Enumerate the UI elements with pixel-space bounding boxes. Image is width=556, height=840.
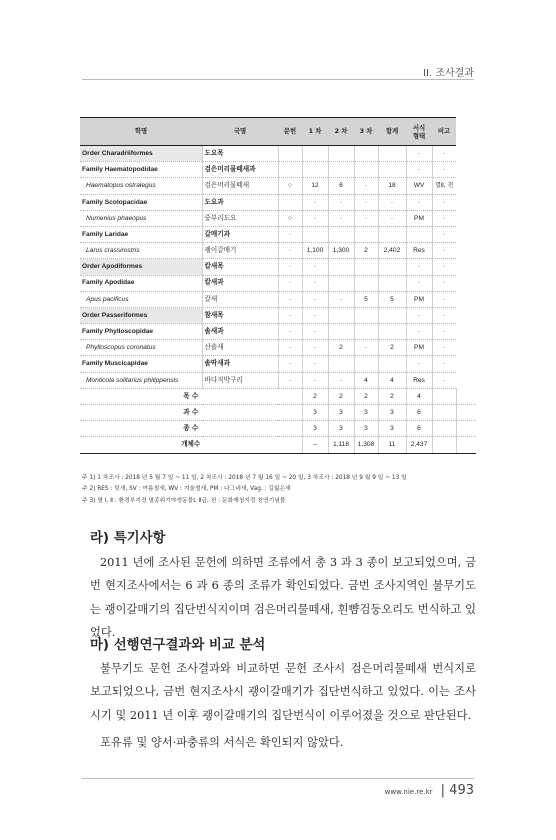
table-row: [80, 307, 476, 323]
summary-cell: 6: [406, 405, 432, 421]
table-cell: [378, 226, 406, 242]
table-row: [80, 372, 476, 388]
table-cell: ·: [432, 372, 456, 388]
footer-url: www.nie.re.kr: [384, 788, 433, 796]
summary-cell: 3: [354, 421, 378, 437]
table-cell: 멸Ⅱ, 천: [432, 178, 456, 194]
table-notes: [82, 473, 482, 507]
table-cell: ·: [328, 210, 354, 226]
table-cell: 2,402: [378, 243, 406, 259]
table-row: [80, 259, 476, 275]
col-header: 국명: [202, 118, 278, 146]
col-header: 비고: [432, 118, 456, 146]
table-cell: [302, 226, 328, 242]
table-cell: 1,300: [328, 243, 354, 259]
table-cell: [378, 162, 406, 178]
table-cell: ·: [302, 340, 328, 356]
table-cell: 2: [354, 243, 378, 259]
table-cell: ·: [302, 372, 328, 388]
table-cell: [378, 356, 406, 372]
korean-name: 솔딱새과: [202, 356, 278, 372]
table-row: [80, 275, 476, 291]
table-cell: ·: [354, 340, 378, 356]
table-cell: [328, 259, 354, 275]
table-cell: 6: [328, 178, 354, 194]
paragraph: 포유류 및 양서·파충류의 서식은 확인되지 않았다.: [100, 736, 344, 749]
paragraph: 2011 년에 조사된 문헌에 의하면 조류에서 총 3 과 3 종이 보고되었으며, 금번 현지조사에서는 6 과 6 종의 조류가 확인되었다. 금번 조사지역인 불무기도는 괭이갈매기의 집단번식지이며 검은머리물떼새, 흰뺨검둥오리도 번식하고 있었다.: [90, 556, 476, 639]
table-cell: [378, 307, 406, 323]
footer: [385, 783, 474, 798]
table-cell: ·: [278, 372, 302, 388]
table-cell: 2: [328, 340, 354, 356]
korean-name: 갈매기과: [202, 226, 278, 242]
table-cell: ·: [278, 340, 302, 356]
table-cell: PM: [406, 340, 432, 356]
table-cell: ·: [354, 194, 378, 210]
scientific-name: Numenius phaeopus: [80, 210, 202, 226]
summary-row: [80, 421, 476, 437]
table-cell: ·: [378, 210, 406, 226]
table-body: [80, 146, 476, 454]
table-cell: ·: [328, 194, 354, 210]
summary-label: 종 수: [80, 421, 302, 437]
korean-name: 괭이갈매기: [202, 243, 278, 259]
table-row: [80, 178, 476, 194]
table-cell: ·: [302, 275, 328, 291]
table-cell: [378, 146, 406, 162]
korean-name: 칼새: [202, 291, 278, 307]
scientific-name: Order Apodiformes: [80, 259, 202, 275]
table-cell: PM: [406, 210, 432, 226]
table-cell: [354, 356, 378, 372]
table-cell: [302, 162, 328, 178]
summary-cell: 3: [378, 405, 406, 421]
table-cell: 5: [378, 291, 406, 307]
table-cell: ·: [278, 259, 302, 275]
summary-cell: 3: [302, 405, 328, 421]
summary-cell: 1,118: [328, 437, 354, 453]
summary-cell: 4: [406, 388, 432, 404]
table-cell: 12: [302, 178, 328, 194]
korean-name: 칼새과: [202, 275, 278, 291]
table-row: [80, 162, 476, 178]
col-header: 합계: [378, 118, 406, 146]
table-cell: [278, 146, 302, 162]
scientific-name: Family Apodidae: [80, 275, 202, 291]
empty-cell: [456, 421, 476, 437]
table-cell: ·: [432, 259, 456, 275]
table-cell: ·: [406, 259, 432, 275]
table-cell: ·: [278, 291, 302, 307]
scientific-name: Family Phylloscopidae: [80, 324, 202, 340]
table-cell: ·: [278, 243, 302, 259]
summary-cell: 11: [378, 437, 406, 453]
paragraph: 불무기도 문헌 조사결과와 비교하면 문헌 조사시 검은머리물떼새 번식지로 보고되었으나, 금번 현지조사시 괭이갈매기가 집단번식하고 있었다. 이는 조사시기 및 2011 년 이후 괭이갈매기의 집단번식이 이루어졌을 것으로 판단된다.: [90, 662, 476, 722]
empty-cell: [456, 388, 476, 404]
table-cell: 18: [378, 178, 406, 194]
scientific-name: Haematopus ostralegus: [80, 178, 202, 194]
table-cell: 4: [354, 372, 378, 388]
korean-name: 참새목: [202, 307, 278, 323]
table-cell: [378, 259, 406, 275]
table-cell: [354, 307, 378, 323]
korean-name: 칼새목: [202, 259, 278, 275]
table-cell: ○: [278, 178, 302, 194]
table-cell: 2: [378, 340, 406, 356]
scientific-name: Phylloscopus coronatus: [80, 340, 202, 356]
table-cell: ·: [406, 307, 432, 323]
table-cell: Res: [406, 372, 432, 388]
table-cell: [406, 226, 432, 242]
table-cell: ·: [354, 210, 378, 226]
table-cell: ·: [432, 356, 456, 372]
table-cell: [354, 162, 378, 178]
table-row: [80, 146, 476, 162]
table-cell: [328, 162, 354, 178]
korean-name: 솔새과: [202, 324, 278, 340]
summary-cell: 3: [378, 421, 406, 437]
table-cell: ·: [302, 307, 328, 323]
korean-name: 검은머리물떼새과: [202, 162, 278, 178]
summary-cell: –: [302, 437, 328, 453]
table-cell: ·: [432, 307, 456, 323]
summary-cell: 2: [378, 388, 406, 404]
table-cell: ·: [278, 356, 302, 372]
table-cell: ·: [354, 178, 378, 194]
table-cell: [354, 259, 378, 275]
summary-row: [80, 405, 476, 421]
summary-cell: 2: [302, 388, 328, 404]
table-cell: ·: [378, 194, 406, 210]
table-cell: 4: [378, 372, 406, 388]
table-cell: [328, 324, 354, 340]
table-cell: ·: [302, 291, 328, 307]
table-cell: ·: [302, 194, 328, 210]
scientific-name: Family Scolopacidae: [80, 194, 202, 210]
scientific-name: Apus pacificus: [80, 291, 202, 307]
korean-name: 검은머리물떼새: [202, 178, 278, 194]
table-cell: ·: [328, 372, 354, 388]
table-cell: ·: [406, 162, 432, 178]
scientific-name: Monticola solitarius philippensis: [80, 372, 202, 388]
table-cell: ·: [432, 324, 456, 340]
table-note: 주 2) RES : 텃새, SV : 여름철새, WV : 겨울철새, PM : 나그네새, Vag. : 길잃은새: [82, 486, 291, 493]
table-cell: ·: [406, 275, 432, 291]
summary-cell: 3: [302, 421, 328, 437]
table-cell: ·: [406, 324, 432, 340]
empty-cell: [432, 437, 456, 453]
table-cell: ·: [432, 243, 456, 259]
table-row: [80, 356, 476, 372]
table-cell: ·: [278, 324, 302, 340]
table-cell: [328, 275, 354, 291]
scientific-name: Family Haematopodidae: [80, 162, 202, 178]
summary-cell: 3: [354, 405, 378, 421]
table-cell: [328, 356, 354, 372]
table-cell: PM: [406, 291, 432, 307]
summary-cell: 2,437: [406, 437, 432, 453]
table-cell: [302, 146, 328, 162]
table-header: [80, 118, 476, 146]
empty-cell: [456, 437, 476, 453]
table-cell: [354, 324, 378, 340]
summary-cell: 1,308: [354, 437, 378, 453]
table-cell: [354, 275, 378, 291]
korean-name: 산솔새: [202, 340, 278, 356]
table-cell: Res: [406, 243, 432, 259]
footer-rule: [82, 778, 474, 779]
summary-cell: 3: [328, 421, 354, 437]
table-cell: [378, 275, 406, 291]
table-cell: ·: [432, 275, 456, 291]
table-row: [80, 324, 476, 340]
korean-name: 도요과: [202, 194, 278, 210]
table-cell: ·: [432, 291, 456, 307]
table-cell: ·: [278, 307, 302, 323]
table-cell: ·: [328, 291, 354, 307]
empty-cell: [456, 405, 476, 421]
empty-cell: [432, 405, 456, 421]
korean-name: 중부리도요: [202, 210, 278, 226]
table-row: [80, 210, 476, 226]
korean-name: 도요목: [202, 146, 278, 162]
table-note: 주 1) 1 차조사 : 2018 년 5 월 7 일 ~ 11 일, 2 차조사 : 2018 년 7 월 16 일 ~ 20 일, 3 차조사 : 2018 년 9 월 9 일 ~ 13 일: [82, 475, 407, 481]
col-header: 2 차: [328, 118, 354, 146]
table-cell: ·: [432, 162, 456, 178]
table-cell: ·: [432, 194, 456, 210]
summary-cell: 3: [328, 405, 354, 421]
empty-cell: [432, 421, 456, 437]
table-cell: ·: [302, 210, 328, 226]
table-cell: ·: [302, 324, 328, 340]
summary-row: [80, 437, 476, 453]
table-cell: ·: [302, 356, 328, 372]
table-cell: ·: [432, 146, 456, 162]
summary-label: 목 수: [80, 388, 302, 404]
section-heading: 마) 선행연구결과와 비교 분석: [90, 638, 266, 653]
scientific-name: Order Passeriformes: [80, 307, 202, 323]
scientific-name: Larus crassirostris: [80, 243, 202, 259]
col-header: 3 차: [354, 118, 378, 146]
table-row: [80, 194, 476, 210]
empty-cell: [432, 388, 456, 404]
table-cell: ·: [406, 194, 432, 210]
table-cell: ·: [278, 226, 302, 242]
summary-cell: 2: [354, 388, 378, 404]
section-heading: 라) 특기사항: [90, 531, 166, 546]
table-cell: [278, 162, 302, 178]
header-rule: [82, 79, 474, 80]
summary-cell: 6: [406, 421, 432, 437]
col-header: 1 차: [302, 118, 328, 146]
table-row: [80, 243, 476, 259]
col-header: 학명: [80, 118, 202, 146]
table-cell: [328, 307, 354, 323]
table-cell: 1,100: [302, 243, 328, 259]
table-cell: ·: [432, 210, 456, 226]
table-cell: [378, 324, 406, 340]
col-header: 문헌: [278, 118, 302, 146]
korean-name: 바다직박구리: [202, 372, 278, 388]
scientific-name: Order Charadriiformes: [80, 146, 202, 162]
table-note: 주 3) 멸 Ⅰ, Ⅱ : 환경부지정 멸종위기야생동물Ⅰ, Ⅱ급, 천 : 문화재청지정 천연기념물: [82, 497, 286, 504]
table-cell: [328, 146, 354, 162]
table-cell: [328, 226, 354, 242]
table-row: [80, 291, 476, 307]
col-header: 서식 형태: [406, 118, 432, 146]
table-cell: 5: [354, 291, 378, 307]
summary-cell: 2: [328, 388, 354, 404]
page-number: | 493: [440, 783, 474, 798]
table-cell: WV: [406, 178, 432, 194]
summary-row: [80, 388, 476, 404]
table-cell: [354, 226, 378, 242]
bird-survey-table: [80, 117, 476, 454]
table-row: [80, 340, 476, 356]
table-cell: ·: [432, 226, 456, 242]
running-header: II. 조사결과: [423, 68, 474, 79]
scientific-name: Family Muscicapidae: [80, 356, 202, 372]
summary-label: 과 수: [80, 405, 302, 421]
table-cell: ○: [278, 210, 302, 226]
table-cell: ·: [406, 356, 432, 372]
table-cell: ·: [406, 146, 432, 162]
table-cell: ·: [278, 275, 302, 291]
table-cell: ·: [302, 259, 328, 275]
table-row: [80, 226, 476, 242]
table-cell: ·: [432, 340, 456, 356]
summary-label: 개체수: [80, 437, 302, 453]
table-cell: [278, 194, 302, 210]
scientific-name: Family Laridae: [80, 226, 202, 242]
table-cell: [354, 146, 378, 162]
